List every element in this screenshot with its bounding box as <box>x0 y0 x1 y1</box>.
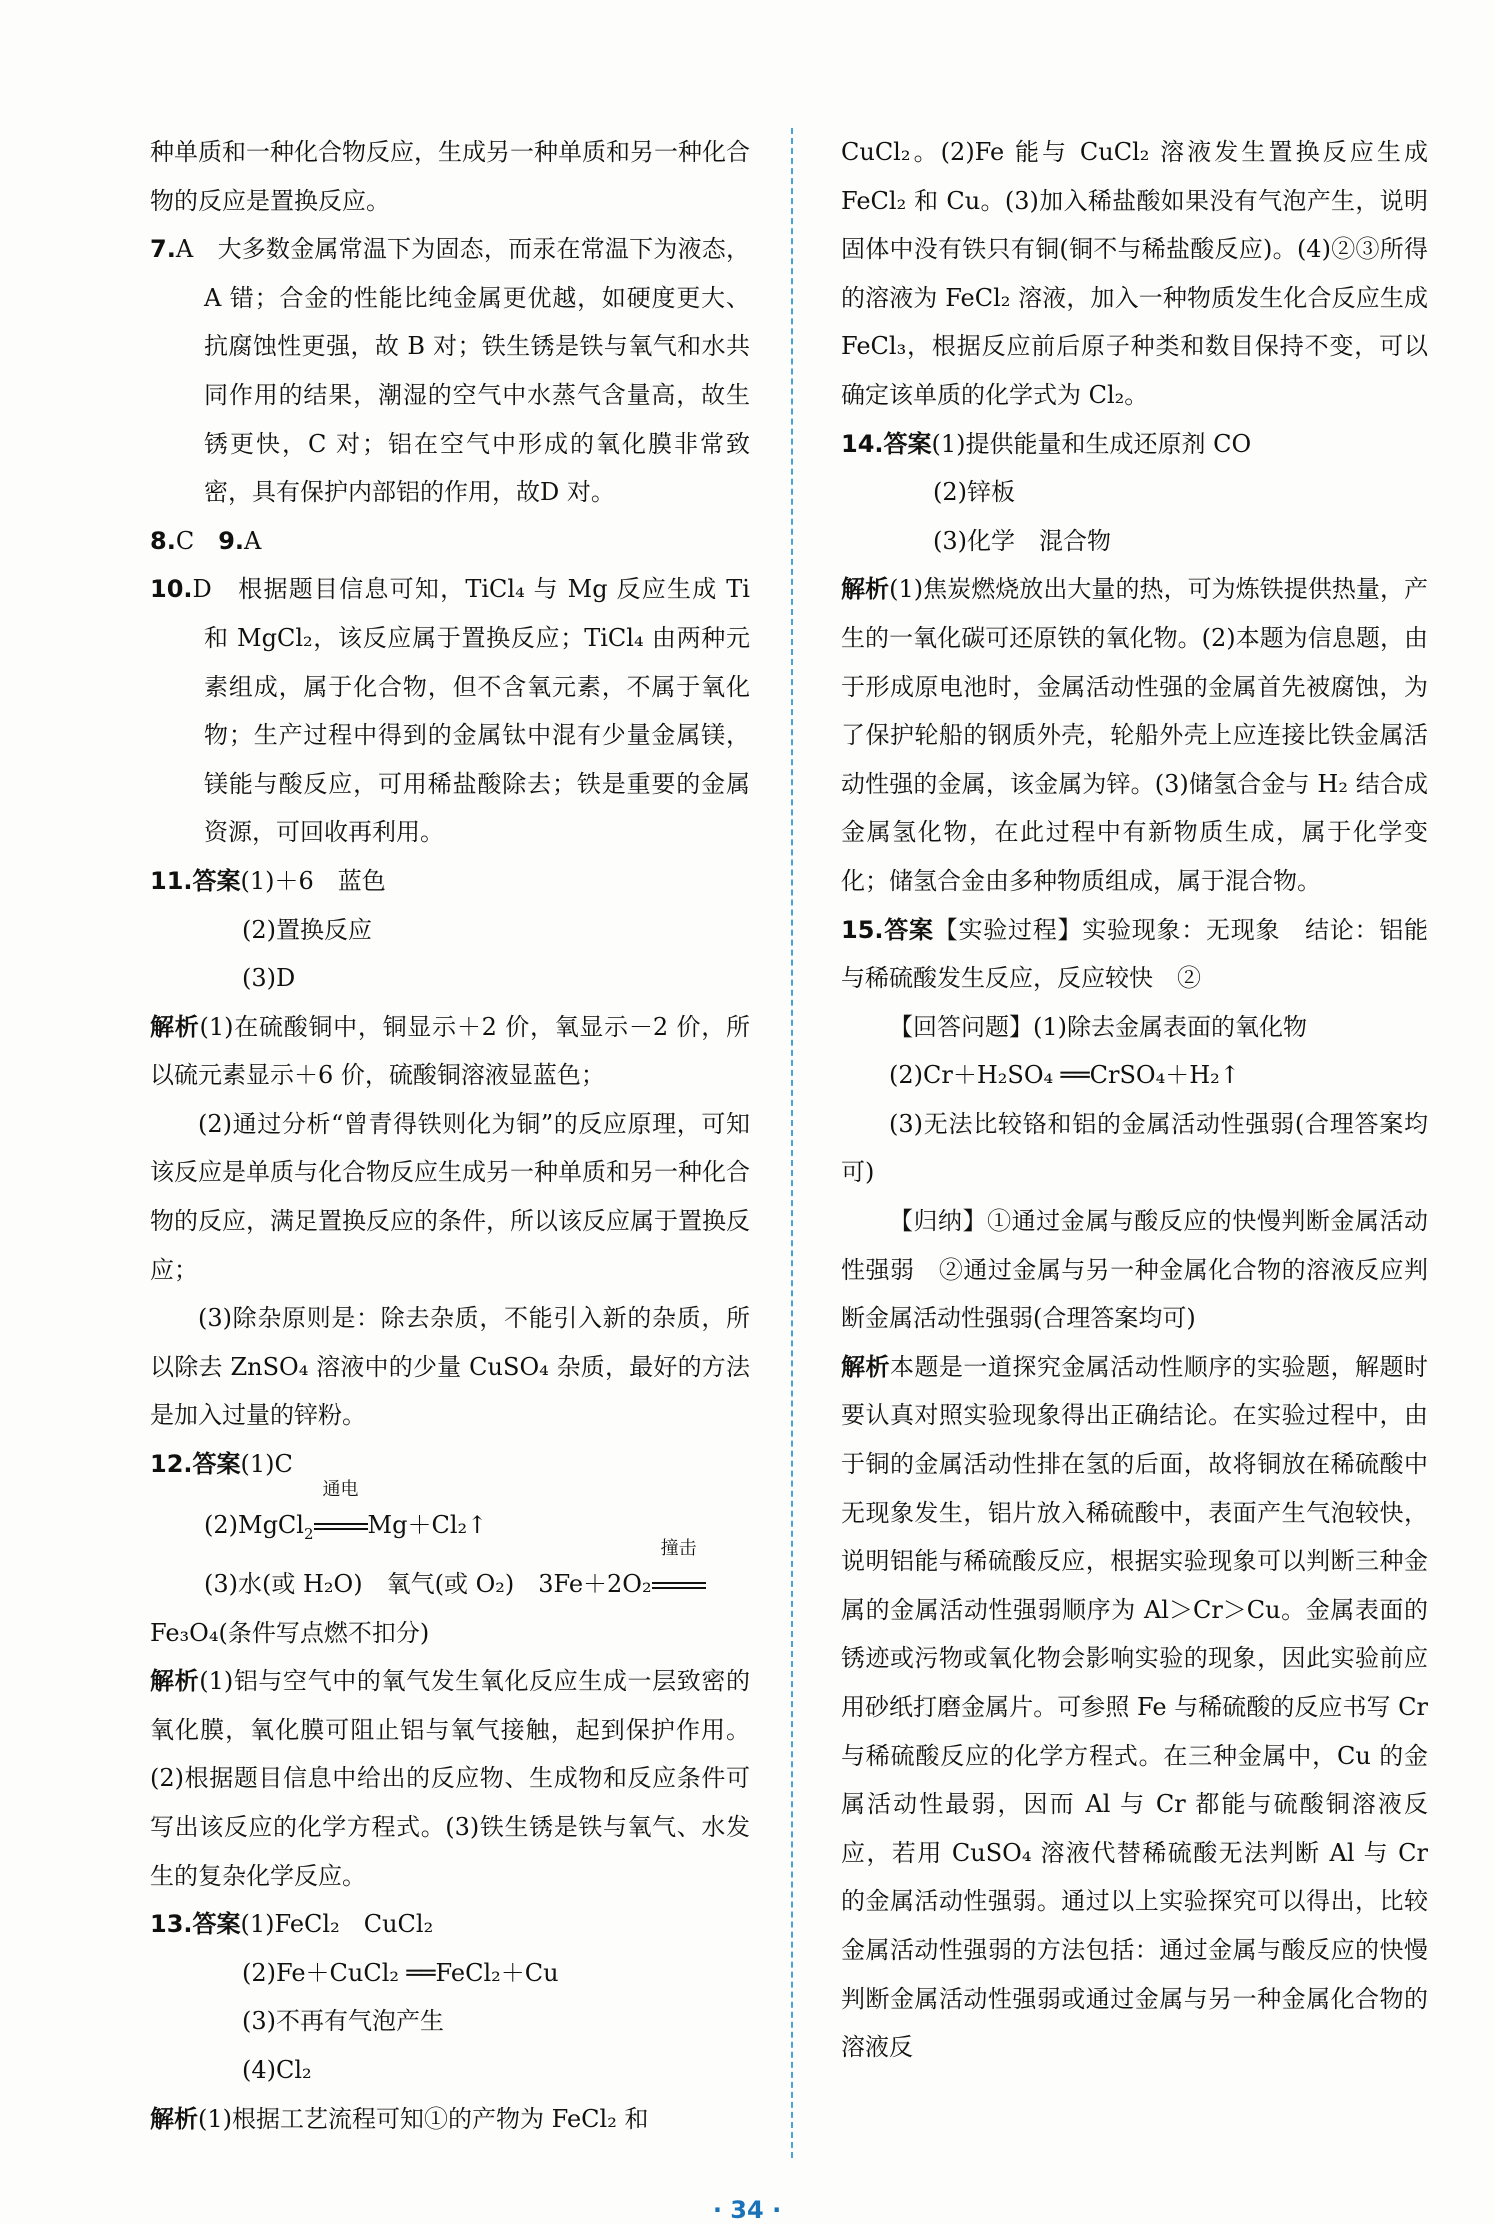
q15-analysis <box>841 1343 1428 2072</box>
q15-answer-1: 【实验过程】实验现象：无现象 结论：铝能与稀硫酸发生反应，反应较快 ② <box>841 915 1429 993</box>
q11-number: 11. <box>150 866 193 895</box>
q11-answer-1: (1)＋6 蓝色 <box>240 866 386 895</box>
q14-analysis <box>841 565 1428 905</box>
q12-a2-post: Mg＋Cl₂↑ <box>367 1510 488 1539</box>
condition-text: 通电 <box>322 1478 359 1500</box>
left-column <box>150 128 750 2143</box>
q15-answer-2: 【回答问题】(1)除去金属表面的氧化物 <box>889 1012 1307 1041</box>
question-15-answer <box>841 906 1428 1003</box>
analysis-label: 解析 <box>841 1352 890 1381</box>
q12-answer-3-cont: Fe₃O₄(条件写点燃不扣分) <box>150 1618 430 1647</box>
answer-label: 答案 <box>192 1450 241 1479</box>
reaction-condition-electrolysis <box>314 1478 368 1550</box>
q13-analysis-cont: CuCl₂。(2)Fe 能与 CuCl₂ 溶液发生置换反应生成 FeCl₂ 和 Cu。(3)加入稀盐酸如果没有气泡产生，说明固体中没有铁只有铜(铜不与稀盐酸反应)。(4)②③所得的溶液为 FeCl₂ 溶液，加入一种物质发生化合反应生成 FeCl₃，根据反应前后原子种类和数目保持不变，可以确定该单质的化学式为 Cl₂。 <box>841 138 1428 409</box>
q12-analysis <box>150 1657 750 1900</box>
q11-answer-3: (3)D <box>242 964 296 993</box>
q13-answer-4: (4)Cl₂ <box>242 2055 312 2084</box>
question-10 <box>150 565 750 857</box>
q10-number: 10. <box>150 575 193 604</box>
page-dot-right: · <box>772 2196 782 2224</box>
equals-line <box>652 1582 706 1589</box>
page-number <box>0 2196 1494 2224</box>
q11-analysis-3: (3)除杂原则是：除去杂质，不能引入新的杂质，所以除去 ZnSO₄ 溶液中的少量 CuSO₄ 杂质，最好的方法是加入过量的锌粉。 <box>150 1304 750 1430</box>
q12-a2-pre: (2)MgCl <box>204 1510 304 1539</box>
left-intro-text: 种单质和一种化合物反应，生成另一种单质和另一种化合物的反应是置换反应。 <box>150 138 750 215</box>
answer-label: 答案 <box>883 915 934 944</box>
q14-analysis-text: (1)焦炭燃烧放出大量的热，可为炼铁提供热量，产生的一氧化碳可还原铁的氧化物。(2)本题为信息题，由于形成原电池时，金属活动性强的金属首先被腐蚀，为了保护轮船的钢质外壳，轮船外壳上应连接比铁金属活动性强的金属，该金属为锌。(3)储氢合金与 H₂ 结合成金属氢化物，在此过程中有新物质生成，属于化学变化；储氢合金由多种物质组成，属于混合物。 <box>841 575 1429 895</box>
answer-label: 答案 <box>192 866 241 895</box>
q13-answer-2: (2)Fe＋CuCl₂ ══FeCl₂＋Cu <box>242 1958 559 1987</box>
column-divider <box>791 128 793 2158</box>
equals-line <box>314 1523 368 1530</box>
reaction-condition-impact <box>652 1538 706 1609</box>
analysis-label: 解析 <box>150 1667 200 1696</box>
q11-analysis-2: (2)通过分析“曾青得铁则化为铜”的反应原理，可知该反应是单质与化合物反应生成另一种单质和另一种化合物的反应，满足置换反应的条件，所以该反应属于置换反应； <box>150 1109 750 1284</box>
q11-answer-2: (2)置换反应 <box>242 915 372 944</box>
q8-number: 8. <box>150 526 176 555</box>
q13-number: 13. <box>150 1910 193 1939</box>
page-dot-left: · <box>712 2196 722 2224</box>
q7-text: A 大多数金属常温下为固态，而汞在常温下为液态，A 错；合金的性能比纯金属更优越，如硬度更大、抗腐蚀性更强，故 B 对；铁生锈是铁与氧气和水共同作用的结果，潮湿的空气中水蒸气含量高，故生锈更快，C 对；铝在空气中形成的氧化膜非常致密，具有保护内部铝的作用，故D 对。 <box>175 235 750 507</box>
q11-analysis-1-text: (1)在硫酸铜中，铜显示＋2 价，氧显示－2 价，所以硫元素显示＋6 价，硫酸铜溶液显蓝色； <box>150 1012 751 1090</box>
q14-number: 14. <box>841 429 884 458</box>
q15-analysis-text: 本题是一道探究金属活动性顺序的实验题，解题时要认真对照实验现象得出正确结论。在实验过程中，由于铜的金属活动性排在氢的后面，故将铜放在稀硫酸中无现象发生，铝片放入稀硫酸中，表面产生气泡较快，说明铝能与稀硫酸反应，根据实验现象可以判断三种金属的金属活动性强弱顺序为 Al＞Cr＞Cu。金属表面的锈迹或污物或氧化物会影响实验的现象，因此实验前应用砂纸打磨金属片。可参照 Fe 与稀硫酸的反应书写 Cr 与稀硫酸反应的化学方程式。在三种金属中，Cu 的金属活动性最弱，因而 Al 与 Cr 都能与硫酸铜溶液反应，若用 CuSO₄ 溶液代替稀硫酸无法判断 Al 与 Cr 的金属活动性强弱。通过以上实验探究可以得出，比较金属活动性强弱的方法包括：通过金属与酸反应的快慢判断金属活动性强弱或通过金属与另一种金属化合物的溶液反 <box>841 1352 1429 2062</box>
q11-analysis-1 <box>150 1003 750 1100</box>
q12-analysis-text: (1)铝与空气中的氧气发生氧化反应生成一层致密的氧化膜，氧化膜可阻止铝与氧气接触，起到保护作用。(2)根据题目信息中给出的反应物、生成物和反应条件可写出该反应的化学方程式。(3)铁生锈是铁与氧气、水发生的复杂化学反应。 <box>150 1667 750 1890</box>
q13-analysis-text: (1)根据工艺流程可知①的产物为 FeCl₂ 和 <box>198 2104 649 2133</box>
q14-answer-3: (3)化学 混合物 <box>933 526 1111 555</box>
q14-answer-2: (2)锌板 <box>933 478 1015 507</box>
q12-number: 12. <box>150 1450 193 1479</box>
q14-answer-1: (1)提供能量和生成还原剂 CO <box>931 429 1252 458</box>
question-14-answer <box>841 420 1428 469</box>
answer-label: 答案 <box>883 429 932 458</box>
q12-answer-1: (1)C <box>240 1450 293 1479</box>
q10-text: D 根据题目信息可知，TiCl₄ 与 Mg 反应生成 Ti 和 MgCl₂，该反应属于置换反应；TiCl₄ 由两种元素组成，属于化合物，但不含氧元素，不属于氧化物；生产过程中得到的金属钛中混有少量金属镁，镁能与酸反应，可用稀盐酸除去；铁是重要的金属资源，可回收再利用。 <box>192 575 750 847</box>
q8-text: C <box>175 526 195 555</box>
q13-analysis <box>150 2095 750 2144</box>
question-8-9 <box>150 517 750 566</box>
q7-number: 7. <box>150 235 176 264</box>
q9-text: A <box>244 526 262 555</box>
q15-answer-4: (3)无法比较铬和铝的金属活动性强弱(合理答案均可) <box>841 1109 1428 1187</box>
q12-answer-3 <box>150 1538 750 1609</box>
q13-answer-3: (3)不再有气泡产生 <box>242 2007 444 2036</box>
condition-text: 撞击 <box>660 1538 697 1560</box>
q15-answer-5: 【归纳】①通过金属与酸反应的快慢判断金属活动性强弱 ②通过金属与另一种金属化合物的溶液反应判断金属活动性强弱(合理答案均可) <box>841 1207 1428 1333</box>
q12-a3-pre: (3)水(或 H₂O) 氧气(或 O₂) 3Fe＋2O₂ <box>204 1570 652 1599</box>
q15-number: 15. <box>841 915 884 944</box>
question-7 <box>150 225 750 517</box>
question-11-answer <box>150 857 750 906</box>
question-12-answer <box>150 1440 750 1489</box>
q13-answer-1: (1)FeCl₂ CuCl₂ <box>240 1910 434 1939</box>
question-13-answer <box>150 1900 750 1949</box>
analysis-label: 解析 <box>841 575 890 604</box>
q9-number: 9. <box>218 526 245 555</box>
answer-label: 答案 <box>192 1910 241 1939</box>
q12-a2-sub: 2 <box>303 1524 314 1543</box>
analysis-label: 解析 <box>150 2104 198 2133</box>
q15-answer-3: (2)Cr＋H₂SO₄ ══CrSO₄＋H₂↑ <box>889 1061 1240 1090</box>
analysis-label: 解析 <box>150 1012 200 1041</box>
right-column <box>841 128 1428 2072</box>
page-number-value: 34 <box>730 2196 764 2224</box>
